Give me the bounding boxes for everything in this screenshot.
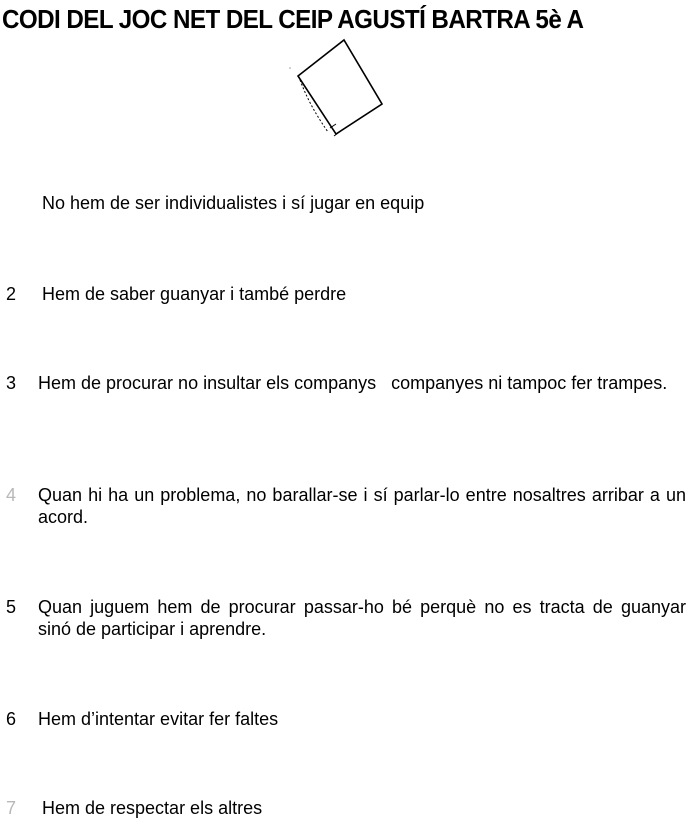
rule-number: 3 xyxy=(6,373,17,393)
rule-number: 7 xyxy=(6,798,17,818)
rule-text: No hem de ser individualistes i sí jugar en equip xyxy=(42,193,425,213)
rule-number: 5 xyxy=(6,597,17,617)
paper-sheet-sketch-icon xyxy=(284,34,394,144)
document-title: CODI DEL JOC NET DEL CEIP AGUSTÍ BARTRA 5è A xyxy=(2,4,584,34)
rule-number: 6 xyxy=(6,709,17,729)
rule-text: Quan juguem hem de procurar passar-ho bé perquè no es tracta de guanyar sinó de participar i aprendre. xyxy=(38,597,686,639)
rule-text: Hem de procurar no insultar els companys companyes ni tampoc fer trampes. xyxy=(38,373,668,393)
rule-text: Hem de respectar els altres xyxy=(42,798,263,818)
rule-text: Hem de saber guanyar i també perdre xyxy=(42,284,347,304)
rule-number: 2 xyxy=(6,284,17,304)
rule-number: 4 xyxy=(6,485,17,505)
rule-text: Quan hi ha un problema, no barallar-se i sí parlar-lo entre nosaltres arribar a un acord. xyxy=(38,485,686,527)
rule-text: Hem d’intentar evitar fer faltes xyxy=(38,709,279,729)
